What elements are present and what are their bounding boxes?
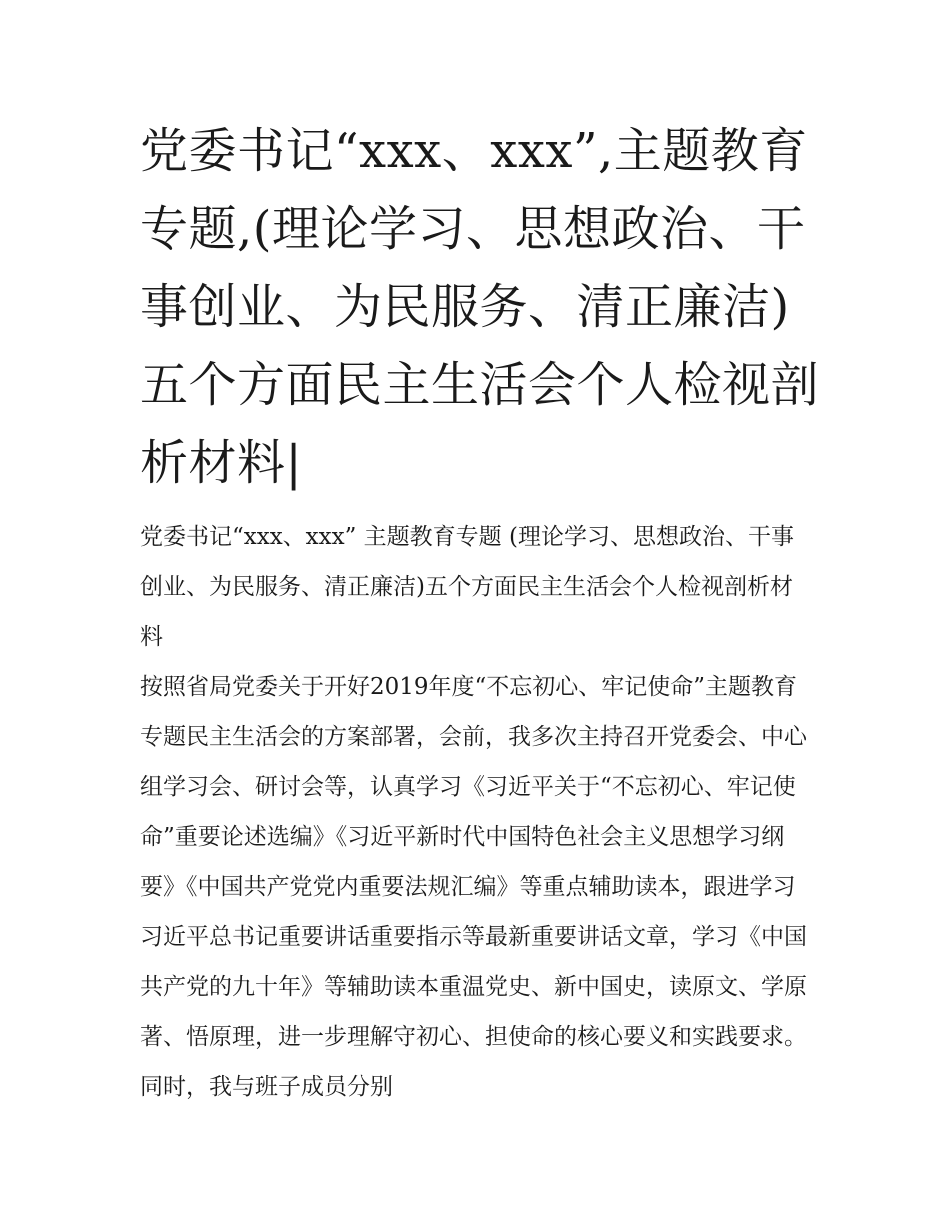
document-subtitle: 党委书记“xxx、xxx” 主题教育专题 (理论学习、思想政治、干事创业、为民服务、清正廉洁)五个方面民主生活会个人检视剖析材料 [140,524,794,650]
document-title: 党委书记“xxx、xxx”,主题教育专题,(理论学习、思想政治、干事创业、为民服务、清正廉洁)五个方面民主生活会个人检视剖析材料| [140,123,820,491]
paragraph: 按照省局党委关于开好2019年度“不忘初心、牢记使命”主题教育专题民主生活会的方案部署，会前，我多次主持召开党委会、中心组学习会、研讨会等，认真学习《习近平关于“不忘初心、牢记使命”重要论述选编》《习近平新时代中国特色社会主义思想学习纲要》《中国共产党党内重要法规汇编》等重点辅助读本，跟进学习习近平总书记重要讲话重要指示等最新重要讲话文章，学习《中国共产党的九十年》等辅助读本重温党史、新中国史，读原文、学原著、悟原理，进一步理解守初心、担使命的核心要义和实践要求。同时，我与班子成员分别 [140,674,807,1100]
document-body [140,512,815,1112]
